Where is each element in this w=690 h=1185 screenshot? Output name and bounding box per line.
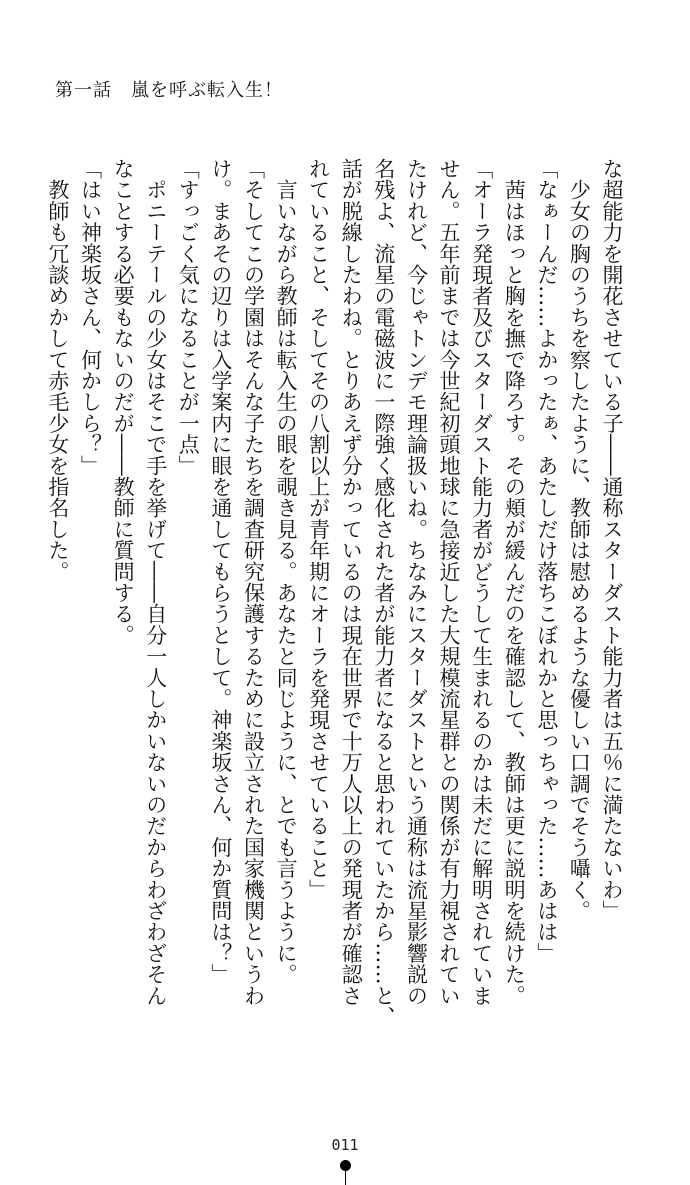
text-line: ポニーテールの少女はそこで手を挙げて――自分一人しかいないのだからわざわざそん: [143, 158, 168, 1006]
text-line: 言いながら教師は転入生の眼を覗き見る。あなたと同じように、とでも言うように。: [274, 158, 299, 985]
text-line: 少女の胸のうちを察したように、教師は慰めるような優しい口調でそう囁く。: [567, 158, 592, 922]
text-line: 話が脱線したわね。とりあえず分かっているのは現在世界で十万人以上の発現者が確認さ: [339, 158, 364, 1006]
page-number: 011: [331, 1136, 359, 1154]
running-head-chapter-title: 第一話 嵐を呼ぶ転入生！: [55, 80, 283, 101]
text-line: 「なぁーんだ……よかったぁ、あたしだけ落ちこぼれかと思っちゃった……あはは」: [534, 158, 559, 964]
text-line: たけれど、今じゃトンデモ理論扱いね。ちなみにスターダストという通称は流星影響説の: [404, 158, 429, 1006]
text-line: 名残よ、流星の電磁波に一際強く感化された者が能力者になると思われていたから……と、: [371, 158, 396, 1028]
text-line: なことする必要もないのだが――教師に質問する。: [111, 158, 136, 646]
text-line: 「すっごく気になることが一点」: [176, 158, 201, 476]
text-line: け。まあその辺りは入学案内に眼を通してもらうとして。神楽坂さん、何か質問は？」: [208, 158, 233, 985]
text-line: れていること、そしてその八割以上が青年期にオーラを発現させていること」: [306, 158, 331, 900]
text-line: せん。五年前までは今世紀初頭地球に急接近した大規模流星群との関係が有力視されてい: [437, 158, 462, 1006]
text-line: 「そしてこの学園はそんな子たちを調査研究保護するために設立された国家機関というわ: [241, 158, 266, 1006]
folio-line-ornament: [345, 1168, 346, 1185]
body-text-vertical: [38, 158, 628, 1028]
text-line: 茜はほっと胸を撫で降ろす。その頬が緩んだのを確認して、教師は更に説明を続けた。: [502, 158, 527, 1006]
text-line: 「オーラ発現者及びスターダスト能力者がどうして生まれるのかは未だに解明されていま: [469, 158, 494, 1006]
text-line: な超能力を開花させている子――通称スターダスト能力者は五％に満たないわ」: [600, 158, 624, 922]
text-line: 「はい神楽坂さん、何かしら？」: [78, 158, 103, 476]
text-line: 教師も冗談めかして赤毛少女を指名した。: [45, 158, 70, 582]
